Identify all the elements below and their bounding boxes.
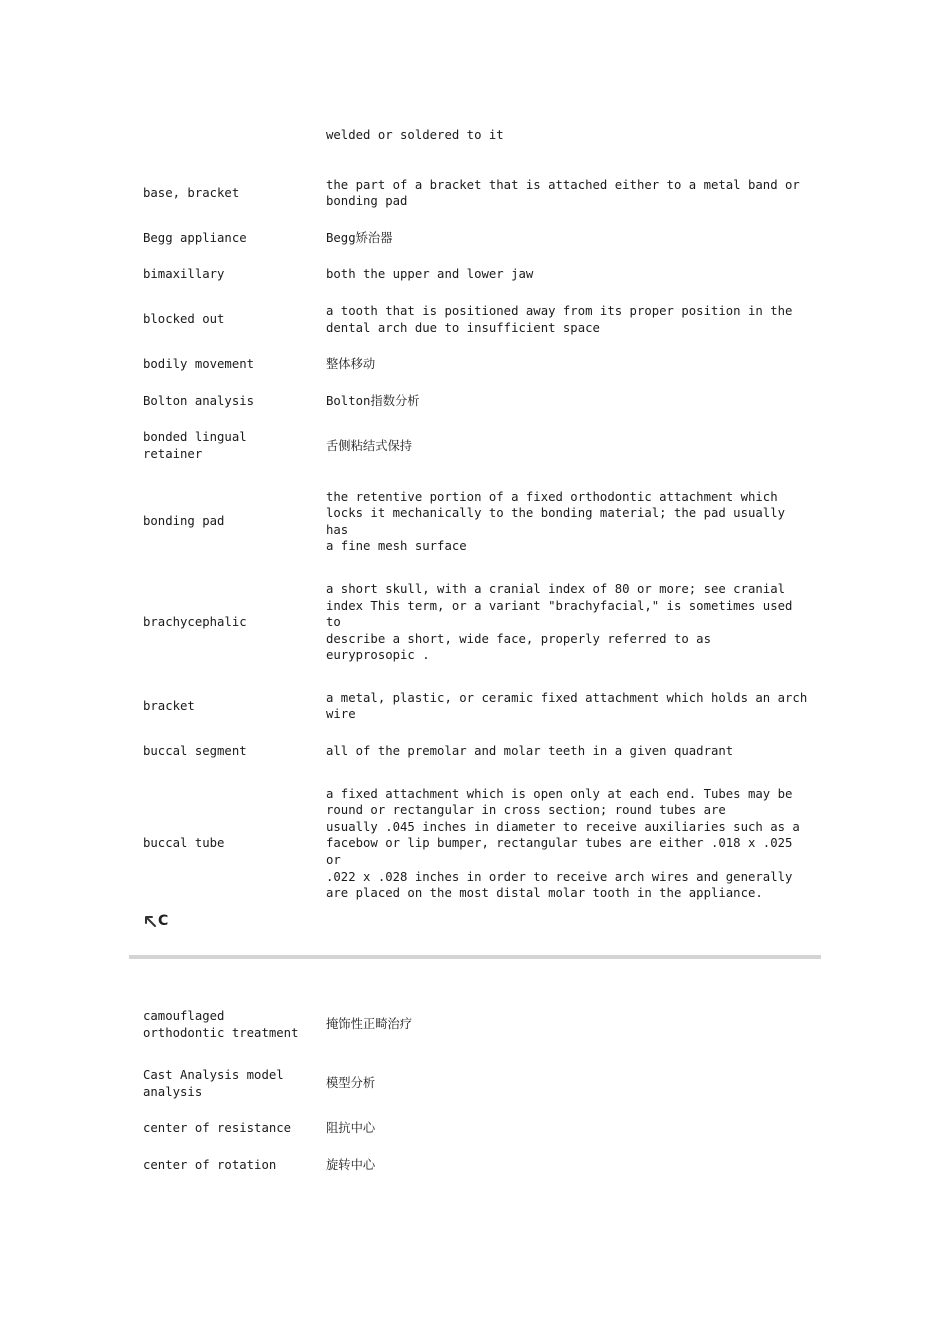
glossary-row bbox=[143, 674, 813, 733]
definition: a metal, plastic, or ceramic fixed attachment which holds an arch wire bbox=[326, 690, 808, 722]
definition: 模型分析 bbox=[326, 1076, 376, 1091]
glossary-row bbox=[143, 1110, 813, 1147]
definition: the part of a bracket that is attached either to a metal band or bonding pad bbox=[326, 177, 800, 209]
term: buccal tube bbox=[143, 836, 225, 851]
definition: 整体移动 bbox=[326, 357, 376, 372]
glossary-row bbox=[143, 127, 813, 144]
term: Cast Analysis model analysis bbox=[143, 1068, 284, 1099]
glossary-row bbox=[143, 220, 813, 257]
glossary-row bbox=[143, 1147, 813, 1184]
glossary-row bbox=[143, 998, 813, 1051]
term: buccal segment bbox=[143, 744, 247, 759]
definition: a fixed attachment which is open only at each end. Tubes may be round or rectangular in cross section; round tubes are usually .045 inches in diameter to receive auxiliaries such as a facebow or lip bumper, rectangular tubes are either .018 x .025 or .022 x .028 inches in order to receive arch wires and generally are placed on the most distal molar tooth in the appliance. bbox=[326, 786, 800, 901]
glossary-row bbox=[143, 383, 813, 420]
definition: Begg矫治器 bbox=[326, 230, 393, 245]
section-divider bbox=[129, 955, 821, 959]
definition: both the upper and lower jaw bbox=[326, 267, 534, 282]
definition: all of the premolar and molar teeth in a given quadrant bbox=[326, 744, 734, 759]
term: brachycephalic bbox=[143, 615, 247, 630]
term: center of rotation bbox=[143, 1157, 277, 1172]
definition: Bolton指数分析 bbox=[326, 393, 420, 408]
term: Bolton analysis bbox=[143, 393, 255, 408]
glossary-row bbox=[143, 473, 813, 565]
term: bodily movement bbox=[143, 357, 255, 372]
definition: 舌侧粘结式保持 bbox=[326, 438, 413, 453]
glossary-c bbox=[143, 998, 813, 1184]
glossary-row bbox=[143, 419, 813, 472]
section-letter: C bbox=[158, 913, 169, 929]
glossary-row bbox=[143, 293, 813, 346]
definition: a tooth that is positioned away from its proper position in the dental arch due to insufficient space bbox=[326, 303, 793, 335]
definition: the retentive portion of a fixed orthodontic attachment which locks it mechanically to the bonding material; the pad usually has a fine mesh surface bbox=[326, 489, 786, 554]
glossary-row bbox=[143, 733, 813, 770]
term: bonding pad bbox=[143, 514, 225, 529]
glossary-row bbox=[143, 565, 813, 674]
glossary-row bbox=[143, 1051, 813, 1110]
definition: 旋转中心 bbox=[326, 1157, 376, 1172]
glossary-row bbox=[143, 770, 813, 912]
glossary-b bbox=[143, 127, 813, 912]
definition: 阻抗中心 bbox=[326, 1121, 376, 1136]
definition: 掩饰性正畸治疗 bbox=[326, 1017, 413, 1032]
term: camouflaged orthodontic treatment bbox=[143, 1009, 299, 1040]
glossary-row bbox=[143, 346, 813, 383]
definition: a short skull, with a cranial index of 80 or more; see cranial index This term, or a variant "brachyfacial," is sometimes used to describe a short, wide face, properly referred to as euryprosopic . bbox=[326, 581, 793, 663]
glossary-row bbox=[143, 167, 813, 220]
term: bracket bbox=[143, 699, 195, 714]
term: bonded lingual retainer bbox=[143, 430, 247, 461]
term: bimaxillary bbox=[143, 267, 225, 282]
section-heading bbox=[143, 913, 168, 929]
definition: welded or soldered to it bbox=[326, 128, 504, 142]
term: Begg appliance bbox=[143, 230, 247, 245]
term: base, bracket bbox=[143, 185, 240, 200]
glossary-row bbox=[143, 256, 813, 293]
term: blocked out bbox=[143, 312, 225, 327]
arrow-up-left-icon[interactable] bbox=[143, 914, 157, 928]
term: center of resistance bbox=[143, 1121, 292, 1136]
